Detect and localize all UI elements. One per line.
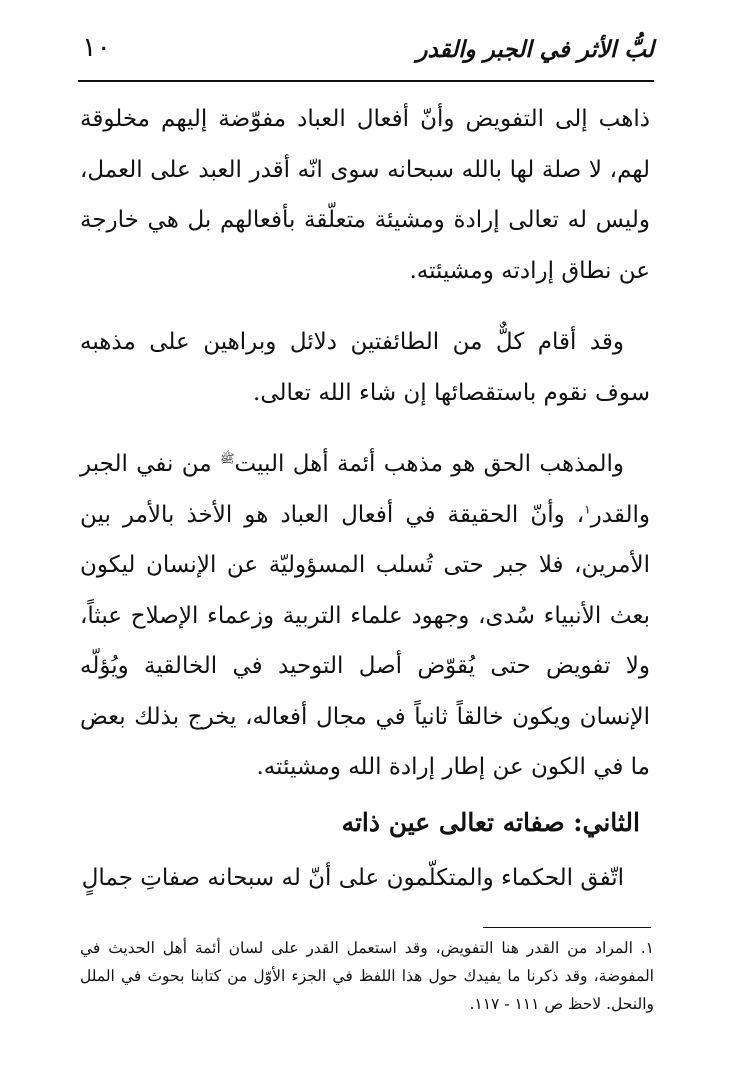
main-text [80,94,650,903]
section-heading: الثاني: صفاته تعالى عين ذاته [341,807,640,837]
running-header [78,30,654,76]
header-divider [78,80,654,82]
paragraph-3 [80,439,650,793]
footnotes [80,934,654,1018]
paragraph-gap [80,296,650,317]
paragraph-gap [80,418,650,439]
paragraph-1: ذاهب إلى التفويض وأنّ أفعال العباد مفوّضة إليهم مخلوقة لهم، لا صلة لها بالله سبحانه سوى انّه أقدر العبد على العمل، وليس له تعالى إرادة ومشيئة متعلّقة بأفعالهم بل هي خارجة عن نطاق إرادته ومشيئته. [80,106,650,284]
footnote-1: ١. المراد من القدر هنا التفويض، وقد استعمل القدر على لسان أئمة أهل الحديث في المفوضة، وقد ذكرنا ما يفيدك حول هذا اللفظ في الجزء الأوّل من كتابنا بحوث في الملل والنحل. لاحظ ص ١١١ - ١١٧. [80,939,654,1013]
paragraph-4: اتّفق الحكماء والمتكلّمون على أنّ له سبحانه صفاتِ جمالٍ [81,864,624,891]
paragraph-3-start: والمذهب الحق هو مذهب أئمة أهل البيت [234,451,625,477]
book-title: لبُّ الأثر في الجبر والقدر [416,36,654,63]
paragraph-2: وقد أقام كلٌّ من الطائفتين دلائل وبراهين على مذهبه سوف نقوم باستقصائها إن شاء الله تعالى. [80,329,650,406]
footnote-reference: ١ [584,501,591,516]
honorific-glyph: ﷺ [220,451,235,466]
paragraph-3-rest: ، وأنّ الحقيقة في أفعال العباد هو الأخذ بالأمر بين الأمرين، فلا جبر حتى تُسلب المسؤوليّة عن الإنسان ليكون بعث الأنبياء سُدى، وجهود علماء التربية وزعماء الإصلاح عبثاً، ولا تفويض حتى يُقوّض أصل التوحيد في الخالقية ويُؤلّه الإنسان ويكون خالقاً ثانياً في مجال أفعاله، يخرج بذلك بعض ما في الكون عن إطار إرادة الله ومشيئته. [80,501,650,780]
paragraph-3-mid: من نفي الجبر والقدر [80,451,650,528]
footnote-divider [483,927,651,928]
page-number: ١٠ [82,32,112,63]
